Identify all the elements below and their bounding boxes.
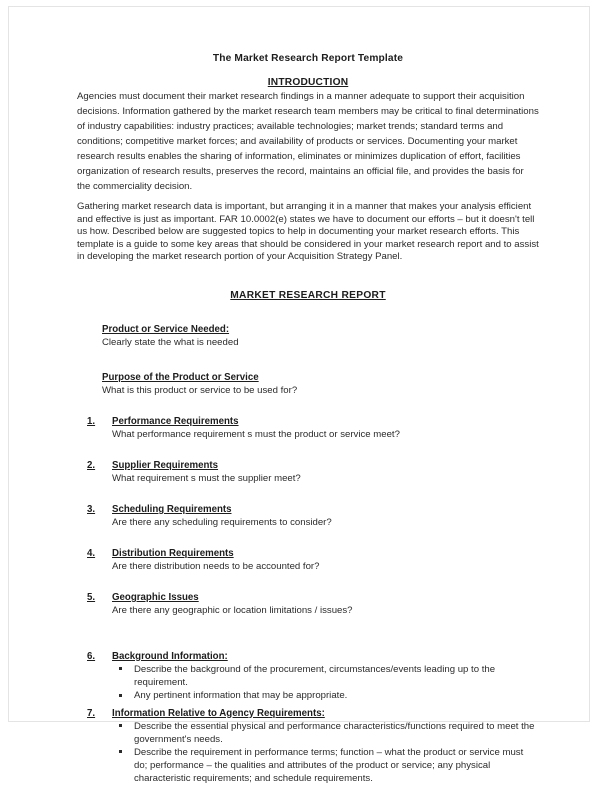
bullet-list (112, 720, 539, 786)
market-research-report-heading (77, 290, 539, 301)
list-item-text: Describe the requirement in performance terms; function – what the product or service must do; performance – the qualities and attributes of the product or service; any physical characteristic requirements; and schedule requirements. (134, 746, 524, 785)
introduction-heading (77, 77, 539, 88)
market-research-report-heading-text: MARKET RESEARCH REPORT (230, 289, 386, 301)
introduction-paragraph-2: Gathering market research data is important, but arranging it in a manner that makes your analysis efficient and effective is just as important. FAR 10.0002(e) states we have to document our efforts – but it doesn't tell us how. Described below are suggested topics to help in documenting your market research efforts. This template is a guide to some key areas that should be considered in your market research report and to assist in developing the market research portion of your Acquisition Strategy Panel. (77, 201, 539, 263)
bullet-point-icon (119, 724, 122, 727)
document-content (77, 53, 539, 786)
list-item (112, 720, 539, 746)
bullet-list (112, 663, 539, 703)
numbered-item-marker: 2. (87, 459, 96, 471)
block-body: Clearly state the what is needed (102, 336, 239, 348)
numbered-item-body: Are there any scheduling requirements to consider? (112, 516, 332, 528)
numbered-item-title (112, 460, 539, 471)
block-title-text: Purpose of the Product or Service (102, 371, 259, 383)
block-title-text: Product or Service Needed: (102, 323, 230, 335)
block-product-or-service-needed (102, 324, 539, 349)
numbered-item-body: What performance requirement s must the product or service meet? (112, 428, 400, 440)
numbered-item-supplier-requirements (87, 460, 539, 485)
numbered-item-title-text: Background Information: (112, 650, 228, 662)
numbered-item-title-text: Distribution Requirements (112, 547, 234, 559)
numbered-item-title (112, 504, 539, 515)
numbered-item-geographic-issues (87, 592, 539, 617)
numbered-item-marker: 4. (87, 547, 96, 559)
numbered-item-information-relative-to-agency-requirements (87, 708, 539, 786)
list-item-text: Any pertinent information that may be appropriate. (134, 690, 348, 702)
numbered-item-body: What requirement s must the supplier meet? (112, 472, 301, 484)
numbered-item-title (112, 416, 539, 427)
list-item-text: Describe the background of the procurement, circumstances/events leading up to the requirement. (134, 663, 496, 689)
introduction-heading-text: INTRODUCTION (267, 77, 349, 88)
bullet-point-icon (119, 750, 122, 753)
introduction-paragraph-1: Agencies must document their market research findings in a manner adequate to support their acquisition decisions. Information gathered by the market research team members may be critical to final determinations of industry capabilities: industry practices; available technologies; market trends; standard terms and conditions; competitive market forces; and availability of products or services. Documenting your market research results enables the sharing of information, eliminates or minimizes duplication of effort, facilities organization of research results, preserves the record, maintains an official file, and provides the basis for the commerciality decision. (77, 91, 539, 192)
numbered-item-marker: 1. (87, 415, 96, 427)
list-item (112, 663, 539, 689)
numbered-item-title (112, 651, 539, 662)
numbered-item-title-text: Scheduling Requirements (112, 503, 232, 515)
numbered-item-marker: 5. (87, 591, 96, 603)
numbered-item-distribution-requirements (87, 548, 539, 573)
numbered-item-background-information (87, 651, 539, 703)
list-item (112, 746, 539, 786)
bullet-point-icon (119, 667, 122, 670)
numbered-item-body: Are there distribution needs to be accounted for? (112, 560, 320, 572)
list-item-text: Describe the essential physical and performance characteristics/functions required to meet the government's needs. (134, 720, 535, 745)
numbered-item-title (112, 708, 539, 719)
numbered-item-body: Are there any geographic or location limitations / issues? (112, 604, 353, 616)
block-purpose-of-the-product-or-service (102, 372, 539, 397)
bullet-point-icon (119, 694, 122, 697)
numbered-item-title-text: Supplier Requirements (112, 459, 219, 471)
numbered-item-performance-requirements (87, 416, 539, 441)
numbered-item-marker: 6. (87, 650, 96, 662)
numbered-item-title-text: Performance Requirements (112, 415, 239, 427)
numbered-item-title-text: Information Relative to Agency Requirements: (112, 707, 325, 719)
list-item (112, 689, 539, 702)
numbered-item-title (112, 548, 539, 559)
block-title (102, 372, 539, 383)
page-title: The Market Research Report Template (212, 53, 404, 64)
numbered-item-scheduling-requirements (87, 504, 539, 529)
numbered-item-title-text: Geographic Issues (112, 591, 199, 603)
numbered-item-title (112, 592, 539, 603)
document-page (8, 6, 590, 785)
numbered-item-marker: 3. (87, 503, 96, 515)
block-body: What is this product or service to be used for? (102, 384, 298, 396)
numbered-item-marker: 7. (87, 707, 96, 719)
block-title (102, 324, 539, 335)
